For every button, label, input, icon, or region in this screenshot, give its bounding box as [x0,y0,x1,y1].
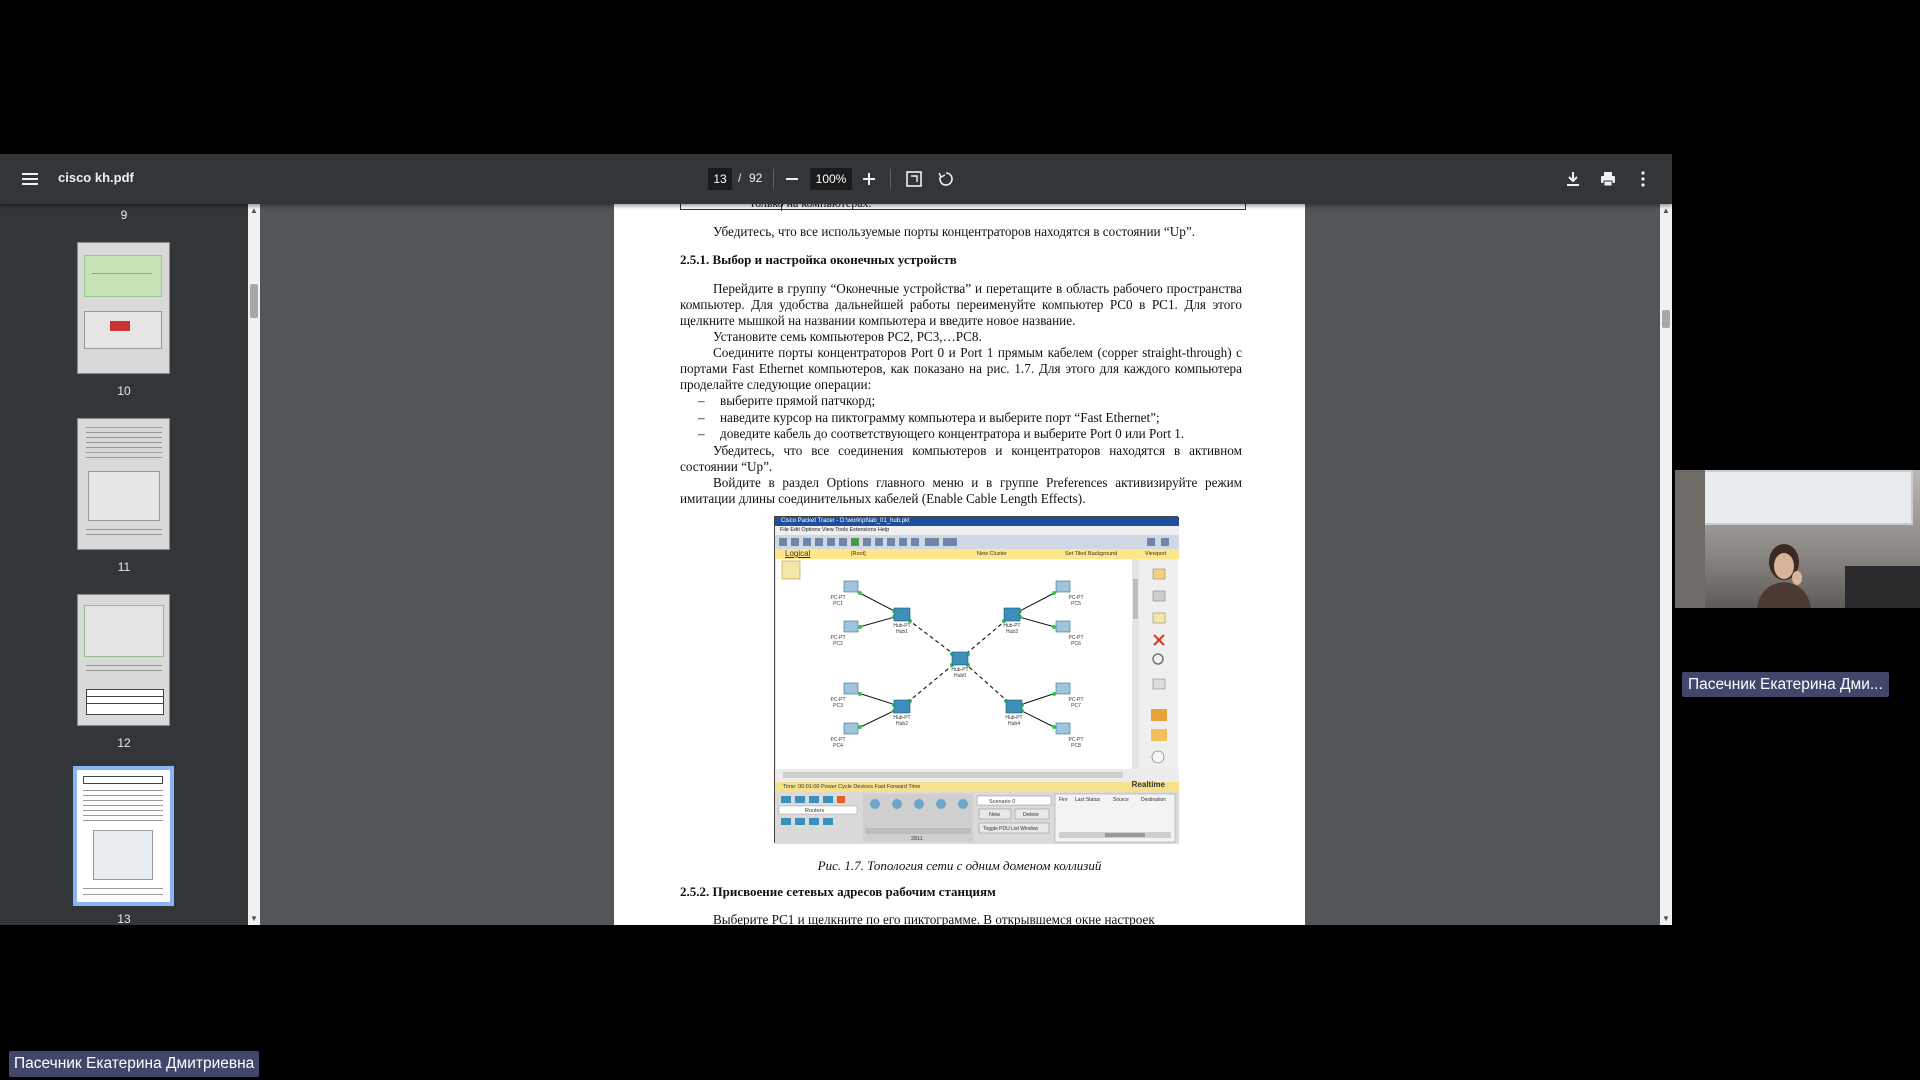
scroll-down-icon[interactable]: ▼ [1662,914,1670,923]
pdf-page [614,204,1305,925]
list-dash: – [698,410,705,425]
figure-screenshot [774,516,1178,843]
section-heading: 2.5.2. Присвоение сетевых адресов рабочим станциям [680,884,996,899]
pdf-viewer [0,154,1672,925]
thumbnail-page-13[interactable] [73,766,174,906]
svg-text:PC-PT: PC-PT [1068,737,1084,743]
svg-text:PC1: PC1 [833,601,843,607]
svg-text:PC-PT: PC-PT [830,697,846,703]
svg-text:Hub1: Hub1 [896,629,908,635]
minus-icon[interactable] [776,163,808,195]
presenter-name-label: Пасечник Екатерина Дмитриевна [9,1051,259,1077]
list-dash: – [698,426,705,441]
scroll-down-icon[interactable]: ▼ [250,914,258,923]
svg-text:Routers: Routers [805,808,825,814]
svg-text:New: New [989,812,1001,818]
svg-text:PC-PT: PC-PT [830,635,846,641]
paragraph: Перейдите в группу “Оконечные устройства” и перетащите в область рабочего пространства компьютер. Для удобства дальнейшей работы переименуйте компьютер PC0 в PC1. Для этого щелкните мышкой на названии компьютера и введите новое название. [680,281,1242,328]
svg-text:Fire: Fire [1059,797,1068,803]
svg-text:Hub3: Hub3 [1006,629,1018,635]
scroll-up-icon[interactable]: ▲ [250,206,258,215]
participant-name-label: Пасечник Екатерина Дми... [1682,672,1889,697]
list-dash: – [698,393,705,408]
svg-text:PC-PT: PC-PT [1068,595,1084,601]
toolbar-divider [890,169,891,189]
svg-text:Source: Source [1113,797,1129,803]
participant-avatar [1753,540,1815,608]
plus-icon[interactable] [853,163,885,195]
svg-text:PC-PT: PC-PT [1068,635,1084,641]
figure-caption: Рис. 1.7. Топология сети с одним доменом коллизий [817,858,1102,873]
webcam-video-tile[interactable] [1675,470,1920,608]
figure-toolbar [775,535,1179,549]
paragraph: Установите семь компьютеров PC2, PC3,…PC8. [713,329,982,344]
whiteboard [1703,470,1913,525]
figure-device-panel [775,792,1179,844]
thumbnail-page-11[interactable] [77,418,170,550]
thumbnail-sidebar [0,204,248,925]
paragraph: Убедитесь, что все соединения компьютеров и концентраторов находятся в активном состоянии “Up”. [680,443,1242,474]
svg-text:PC2: PC2 [833,641,843,647]
svg-text:Hub2: Hub2 [896,721,908,727]
page-number-input[interactable]: 13 [708,168,732,190]
svg-text:PC-PT: PC-PT [830,595,846,601]
thumbnail-number: 11 [117,560,131,574]
toolbar-divider [773,169,774,189]
figure-menu-bar: File Edit Options View Tools Extensions Help [775,526,1179,535]
thumbnail-number: 13 [117,912,131,926]
list-item: наведите курсор на пиктограмму компьютера и выберите порт “Fast Ethernet”; [720,410,1160,425]
download-icon[interactable] [1557,163,1589,195]
viewer-toolbar [0,154,1672,204]
more-vert-icon[interactable] [1627,163,1659,195]
svg-text:Scenario 0: Scenario 0 [989,799,1016,805]
print-icon[interactable] [1592,163,1624,195]
thumbnail-number: 10 [117,384,131,398]
fit-page-icon[interactable] [898,163,930,195]
sidebar-scrollbar[interactable] [248,204,260,925]
scroll-up-icon[interactable]: ▲ [1662,206,1670,215]
thumbnail-number: 12 [117,736,131,750]
paragraph: Войдите в раздел Options главного меню и в группе Preferences активизируйте режим имитации длины соединительных кабелей (Enable Cable Length Effects). [680,475,1242,506]
svg-text:Destination: Destination [1141,797,1167,803]
rotate-icon[interactable] [930,163,962,195]
svg-text:PC3: PC3 [833,703,843,709]
paragraph: Убедитесь, что все используемые порты концентраторов находятся в состоянии “Up”. [713,224,1196,239]
document-title: cisco kh.pdf [58,170,134,185]
list-item: доведите кабель до соответствующего концентратора и выберите Port 0 или Port 1. [720,426,1185,441]
page-total: 92 [749,171,763,185]
svg-text:2811: 2811 [911,836,923,842]
figure-title-bar: Cisco Packet Tracer - D:\work\pt\lab_01_hub.pkt [775,517,1179,526]
figure-status-bar: Time: 00:01:00 Power Cycle Devices Fast Forward Time Realtime [775,782,1179,792]
svg-text:Delete: Delete [1023,812,1039,818]
svg-text:Hub-PT: Hub-PT [1003,623,1021,629]
svg-text:Hub-PT: Hub-PT [951,667,969,673]
menu-icon[interactable] [14,163,46,195]
svg-text:PC-PT: PC-PT [830,737,846,743]
svg-text:Last Status: Last Status [1075,797,1101,803]
paragraph: Выберите PC1 и щелкните по его пиктограмме. В открывшемся окне настроек [713,912,1155,927]
section-heading: 2.5.1. Выбор и настройка оконечных устройств [680,252,957,267]
figure-tool-panel [1139,559,1178,769]
figure-topology-canvas [776,559,1139,769]
svg-text:Hub0: Hub0 [954,673,966,679]
svg-text:PC6: PC6 [1071,641,1081,647]
hub-label: Hub-PT [893,623,911,629]
svg-text:Hub4: Hub4 [1008,721,1020,727]
svg-text:Hub-PT: Hub-PT [893,715,911,721]
thumbnail-page-10[interactable] [77,242,170,374]
figure-workspace-bar: Logical [Root] New Cluster Set Tiled Background Viewport [775,549,1179,559]
main-scroll-thumb[interactable] [1662,310,1670,328]
list-item: выберите прямой патчкорд; [720,393,876,408]
svg-text:PC-PT: PC-PT [1068,697,1084,703]
zoom-input[interactable]: 100% [810,168,852,190]
svg-text:Hub-PT: Hub-PT [1005,715,1023,721]
svg-text:PC8: PC8 [1071,743,1081,749]
svg-text:PC4: PC4 [833,743,843,749]
sidebar-scroll-thumb[interactable] [250,284,258,318]
svg-text:PC7: PC7 [1071,703,1081,709]
thumbnail-page-12[interactable] [77,594,170,726]
svg-text:Toggle PDU List Window: Toggle PDU List Window [983,826,1039,832]
page-separator: / [738,171,742,185]
paragraph: Соедините порты концентраторов Port 0 и Port 1 прямым кабелем (copper straight-through) с портами Fast Ethernet компьютеров, как показано на рис. 1.7. Для этого для каждого компьютера проделайте следующие операции: [680,345,1242,392]
main-scrollbar[interactable] [1660,204,1672,925]
thumbnail-number: 9 [120,208,128,222]
figure-hscroll [775,769,1179,782]
svg-text:PC5: PC5 [1071,601,1081,607]
